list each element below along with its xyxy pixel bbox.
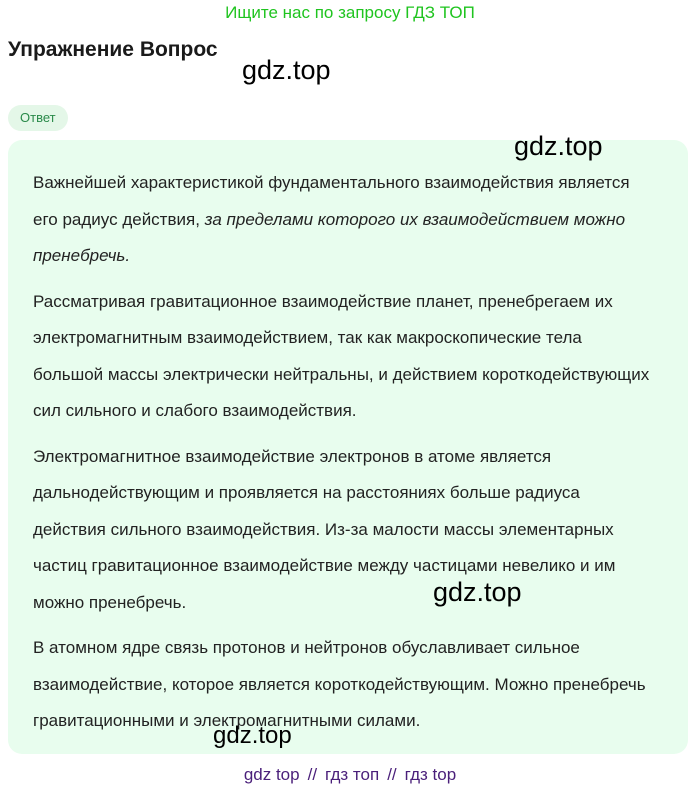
- watermark-4: gdz.top: [213, 722, 292, 749]
- footer-links: [0, 765, 700, 785]
- answer-paragraph-1-emphasis: за пределами которого их взаимодействием можно пренебречь.: [33, 209, 626, 265]
- answer-paragraph-1: [33, 165, 653, 275]
- answer-paragraph-2: Рассматривая гравитационное взаимодействие планет, пренебрегаем их электромагнитным взаимодействием, так как макроскопические тела большой массы электрически нейтральны, и действием короткодействующих сил сильного и слабого взаимодействия.: [33, 291, 650, 420]
- search-promo-link[interactable]: Ищите нас по запросу ГДЗ ТОП: [225, 3, 475, 22]
- page-title: Упражнение Вопрос: [8, 38, 218, 61]
- answer-paragraph-4: В атомном ядре связь протонов и нейтронов обуславливает сильное взаимодействие, которое является короткодействующим. Можно пренебречь гравитационными и электромагнитными силами.: [33, 638, 646, 730]
- answer-text: [33, 165, 653, 749]
- footer-link-1[interactable]: gdz top: [243, 765, 300, 784]
- footer-separator-2: //: [387, 765, 397, 784]
- footer-link-2[interactable]: гдз топ: [325, 765, 380, 784]
- footer-separator-1: //: [307, 765, 318, 784]
- answer-paragraph-1-text: Важнейшей характеристикой фундаментального взаимодействия является его радиус действия,: [33, 173, 630, 229]
- answer-paragraph-3: Электромагнитное взаимодействие электронов в атоме является дальнодействующим и проявляется на расстояниях больше радиуса действия сильного взаимодействия. Из-за малости массы элементарных частиц гравитационное взаимодействие между частицами невелико и им можно пренебречь.: [33, 446, 616, 612]
- watermark-1: gdz.top: [242, 55, 331, 85]
- answer-badge: Ответ: [8, 105, 68, 131]
- watermark-3: gdz.top: [433, 577, 522, 607]
- footer-link-3[interactable]: гдз top: [404, 765, 457, 784]
- watermark-2: gdz.top: [514, 131, 603, 161]
